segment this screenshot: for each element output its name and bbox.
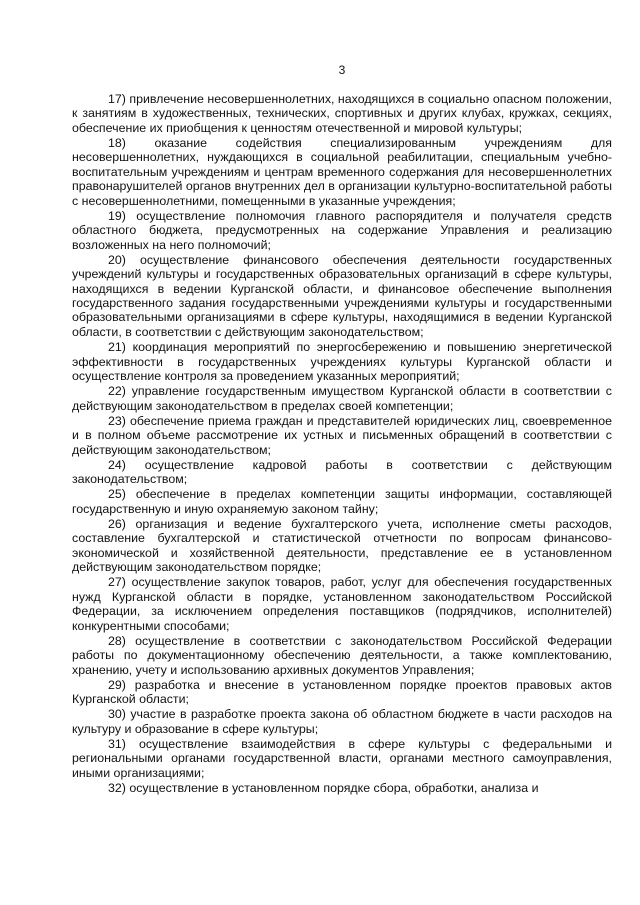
list-item-26: 26) организация и ведение бухгалтерского учета, исполнение сметы расходов, составление бухгалтерской и статистической отчетности по вопросам финансово-экономической и хозяйственной деятельности, представление ее в установленном действующим законодательством порядке; xyxy=(72,516,612,575)
list-item-24: 24) осуществление кадровой работы в соответствии с действующим законодательством; xyxy=(72,457,612,487)
page-number: 3 xyxy=(338,63,346,77)
list-item-31: 31) осуществление взаимодействия в сфере культуры с федеральными и региональными органами государственной власти, органами местного самоуправления, иными организациями; xyxy=(72,737,612,780)
list-item-23: 23) обеспечение приема граждан и представителей юридических лиц, своевременное и в полном объеме рассмотрение их устных и письменных обращений в соответствии с действующим законодательством; xyxy=(72,413,612,457)
list-item-28: 28) осуществление в соответствии с законодательством Российской Федерации работы по документационному обеспечению деятельности, а также комплектованию, хранению, учету и использованию архивных документов Управления; xyxy=(72,633,612,677)
list-item-30: 30) участие в разработке проекта закона об областном бюджете в части расходов на культуру и образование в сфере культуры; xyxy=(72,707,612,736)
list-item-25: 25) обеспечение в пределах компетенции защиты информации, составляющей государственную и иную охраняемую законом тайну; xyxy=(72,487,612,516)
list-item-18: 18) оказание содействия специализированным учреждениям для несовершеннолетних, нуждающихся в социальной реабилитации, специальным учебно-воспитательным учреждениям и центрам временного содержания для несовершеннолетних правонарушителей органов внутренних дел в организации культурно-воспитательной работы с несовершеннолетними, помещенными в указанные учреждения; xyxy=(72,136,612,208)
list-item-29: 29) разработка и внесение в установленном порядке проектов правовых актов Курганской области; xyxy=(72,677,612,707)
list-item-27: 27) осуществление закупок товаров, работ, услуг для обеспечения государственных нужд Курганской области в порядке, установленном законодательством Российской Федерации, за исключением определения поставщиков (подрядчиков, исполнителей) конкурентными способами; xyxy=(72,575,612,633)
document-page xyxy=(72,62,612,796)
list-item-22: 22) управление государственным имуществом Курганской области в соответствии с действующим законодательством в пределах своей компетенции; xyxy=(72,384,612,413)
list-item-21: 21) координация мероприятий по энергосбережению и повышению энергетической эффективности в государственных учреждениях культуры Курганской области и осуществление контроля за проведением указанных мероприятий; xyxy=(72,340,612,383)
list-item-19: 19) осуществление полномочия главного распорядителя и получателя средств областного бюджета, предусмотренных на содержание Управления и реализацию возложенных на него полномочий; xyxy=(72,208,612,252)
list-item-20: 20) осуществление финансового обеспечения деятельности государственных учреждений культуры и государственных образовательных организаций в сфере культуры, находящихся в ведении Курганской области, и финансовое обеспечение выполнения государственного задания государственными учреждениями культуры и государственными образовательными организациями в сфере культуры, находящимися в ведении Курганской области, в соответствии с действующим законодательством; xyxy=(72,252,612,339)
list-item-17: 17) привлечение несовершеннолетних, находящихся в социально опасном положении, к занятиям в художественных, технических, спортивных и других клубах, кружках, секциях, обеспечение их приобщения к ценностям отечественной и мировой культуры; xyxy=(72,92,612,135)
list-item-32: 32) осуществление в установленном порядке сбора, обработки, анализа и xyxy=(108,781,539,796)
